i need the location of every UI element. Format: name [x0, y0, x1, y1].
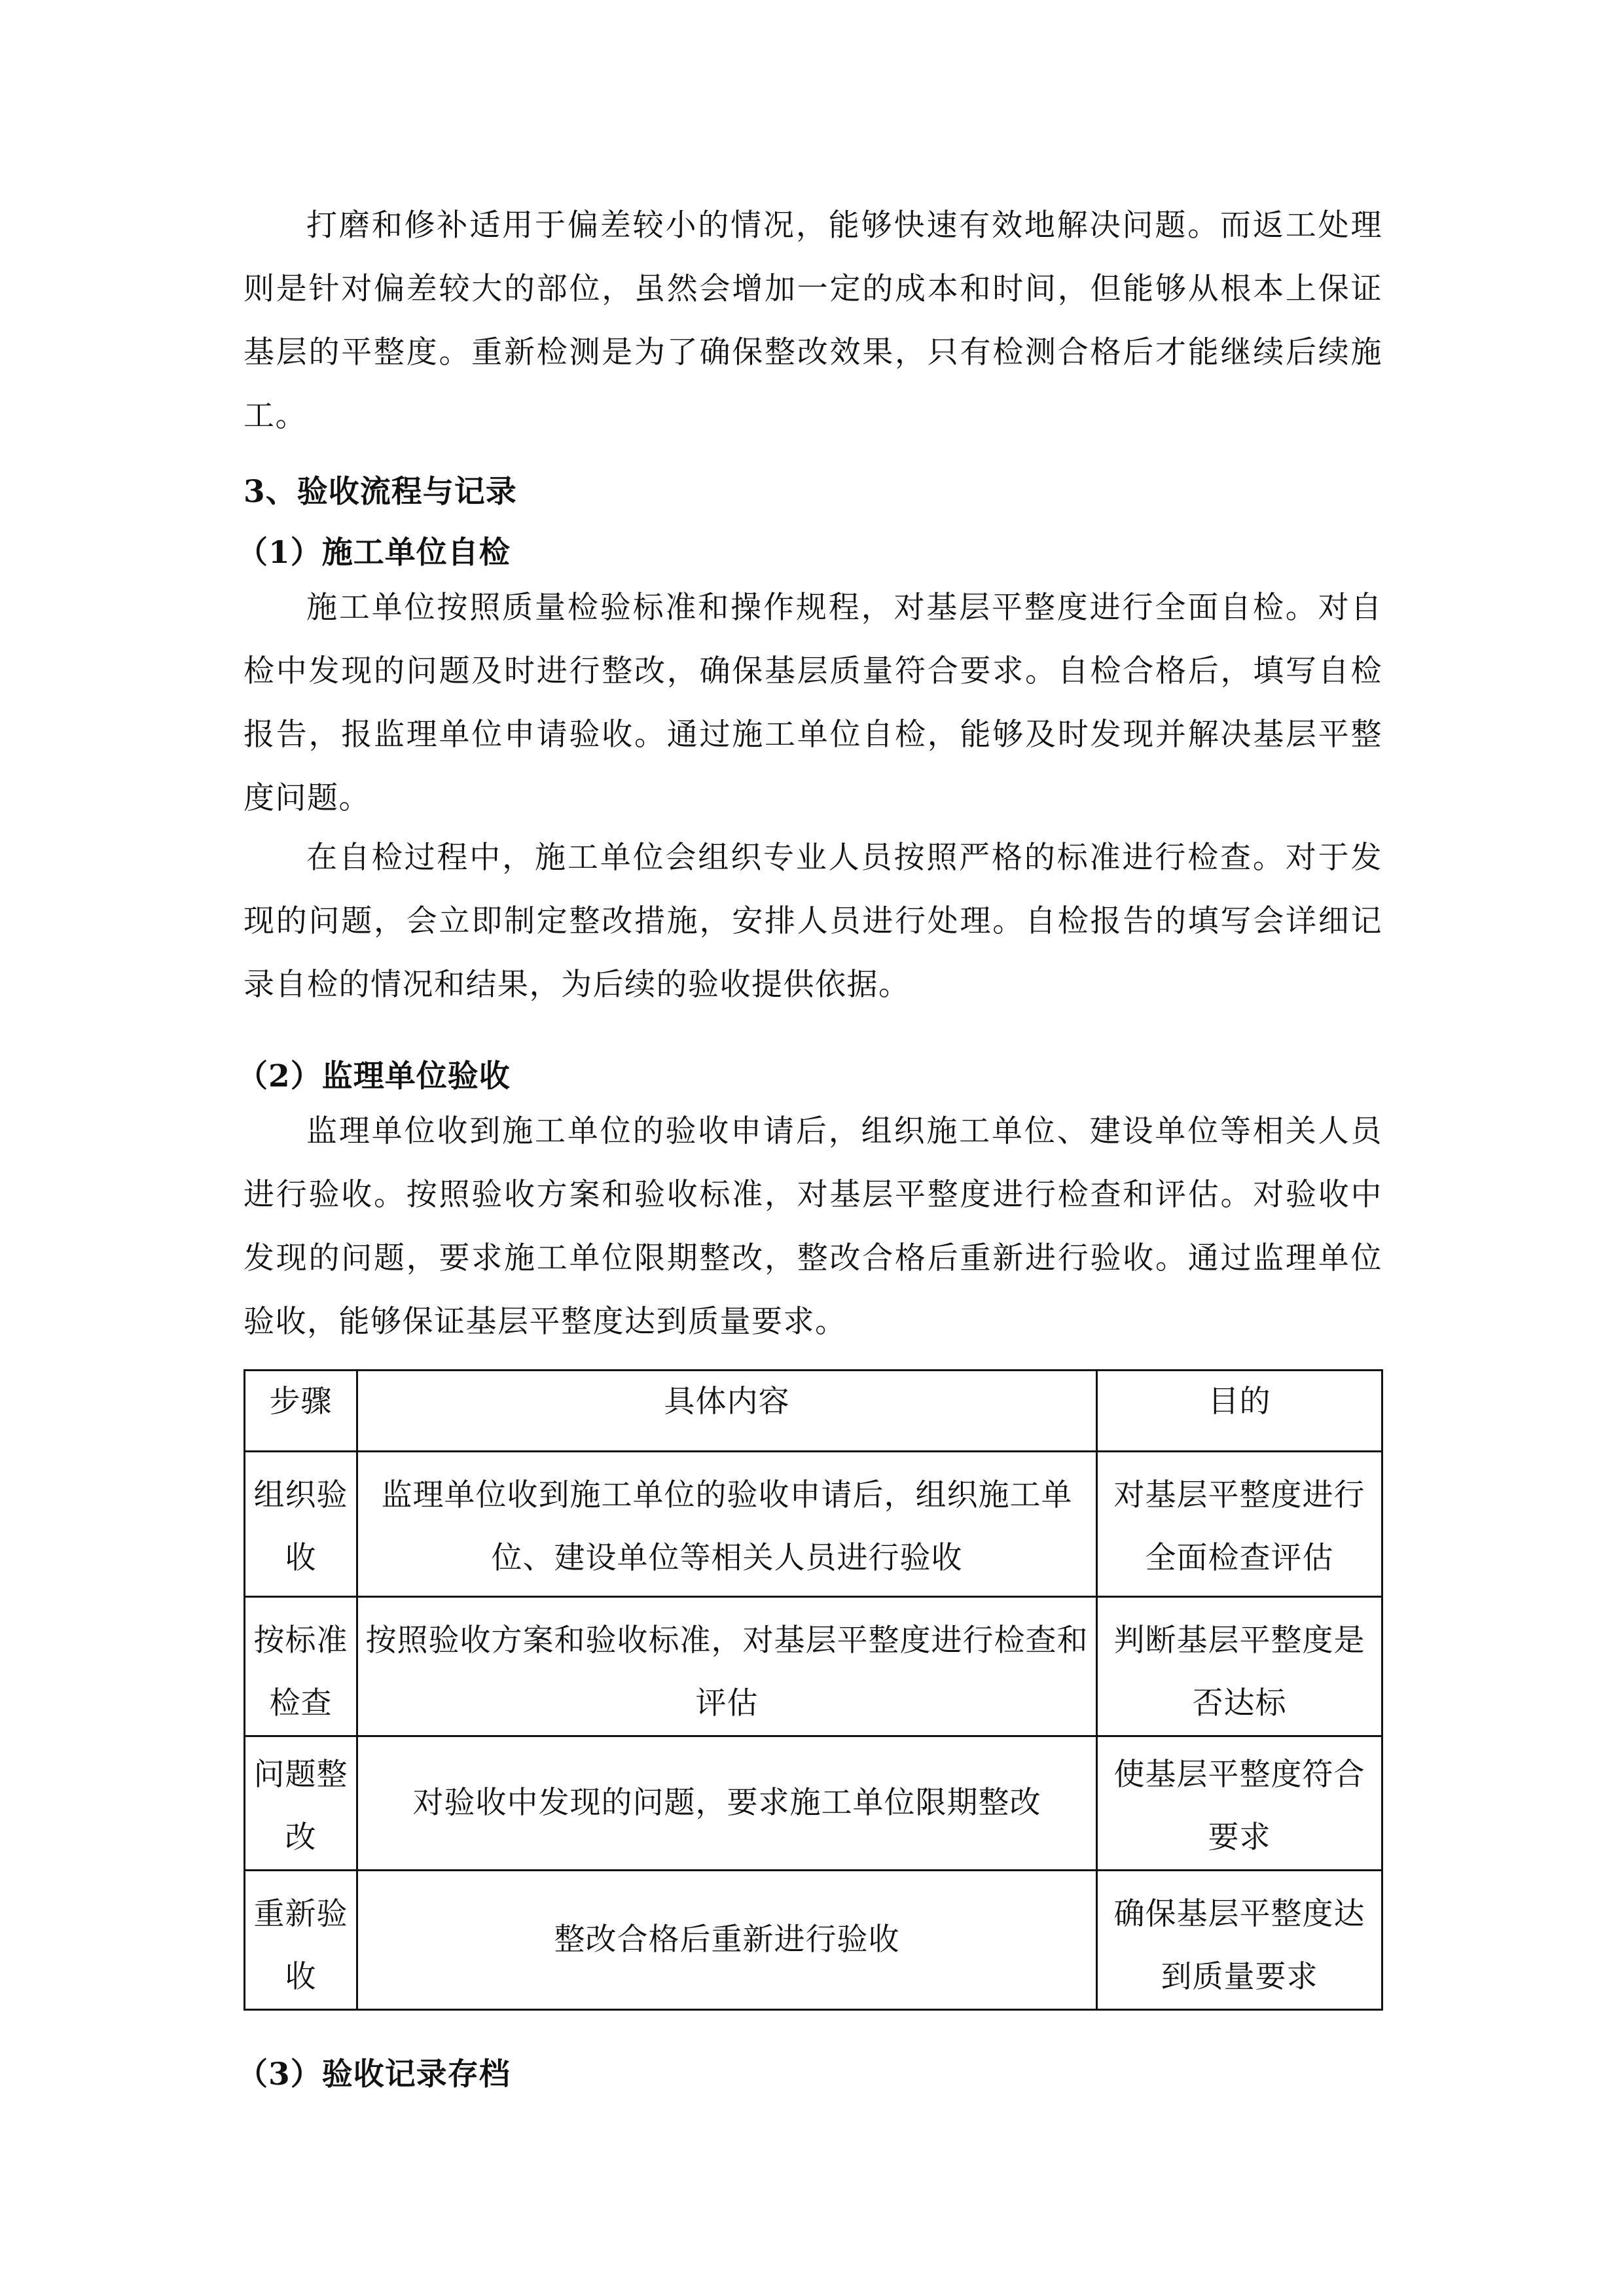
- table-row: [245, 1871, 1382, 2010]
- cell-purpose: 使基层平整度符合要求: [1097, 1736, 1382, 1871]
- sub-heading-self-check: （1）施工单位自检: [237, 535, 511, 571]
- sub-heading-supervision-acceptance: （2）监理单位验收: [237, 1058, 511, 1094]
- cell-purpose: 判断基层平整度是否达标: [1097, 1597, 1382, 1736]
- cell-content: 对验收中发现的问题，要求施工单位限期整改: [357, 1736, 1097, 1871]
- table-row: [245, 1597, 1382, 1736]
- header-content: 具体内容: [357, 1371, 1097, 1452]
- cell-step: 组织验收: [245, 1452, 357, 1597]
- cell-content: 整改合格后重新进行验收: [357, 1871, 1097, 2010]
- header-purpose: 目的: [1097, 1371, 1382, 1452]
- cell-step: 问题整改: [245, 1736, 357, 1871]
- header-step: 步骤: [245, 1371, 357, 1452]
- table-row: [245, 1736, 1382, 1871]
- section-heading-acceptance-process: 3、验收流程与记录: [244, 474, 517, 510]
- table-header-row: [245, 1371, 1382, 1452]
- cell-purpose: 对基层平整度进行全面检查评估: [1097, 1452, 1382, 1597]
- sub-heading-record-archive: （3）验收记录存档: [237, 2056, 511, 2092]
- acceptance-steps-table: [244, 1369, 1383, 2011]
- paragraph-rework-summary: 打磨和修补适用于偏差较小的情况，能够快速有效地解决问题。而返工处理则是针对偏差较大的部位，虽然会增加一定的成本和时间，但能够从根本上保证基层的平整度。重新检测是为了确保整改效果，只有检测合格后才能继续后续施工。: [244, 207, 1382, 434]
- table-row: [245, 1452, 1382, 1597]
- paragraph-self-check-2: 在自检过程中，施工单位会组织专业人员按照严格的标准进行检查。对于发现的问题，会立即制定整改措施，安排人员进行处理。自检报告的填写会详细记录自检的情况和结果，为后续的验收提供依据。: [244, 840, 1382, 1003]
- paragraph-self-check-1: 施工单位按照质量检验标准和操作规程，对基层平整度进行全面自检。对自检中发现的问题及时进行整改，确保基层质量符合要求。自检合格后，填写自检报告，报监理单位申请验收。通过施工单位自检，能够及时发现并解决基层平整度问题。: [244, 590, 1382, 816]
- cell-content: 按照验收方案和验收标准，对基层平整度进行检查和评估: [357, 1597, 1097, 1736]
- cell-purpose: 确保基层平整度达到质量要求: [1097, 1871, 1382, 2010]
- cell-content: 监理单位收到施工单位的验收申请后，组织施工单位、建设单位等相关人员进行验收: [357, 1452, 1097, 1597]
- cell-step: 按标准检查: [245, 1597, 357, 1736]
- cell-step: 重新验收: [245, 1871, 357, 2010]
- paragraph-supervision-acceptance: 监理单位收到施工单位的验收申请后，组织施工单位、建设单位等相关人员进行验收。按照验收方案和验收标准，对基层平整度进行检查和评估。对验收中发现的问题，要求施工单位限期整改，整改合格后重新进行验收。通过监理单位验收，能够保证基层平整度达到质量要求。: [244, 1113, 1382, 1340]
